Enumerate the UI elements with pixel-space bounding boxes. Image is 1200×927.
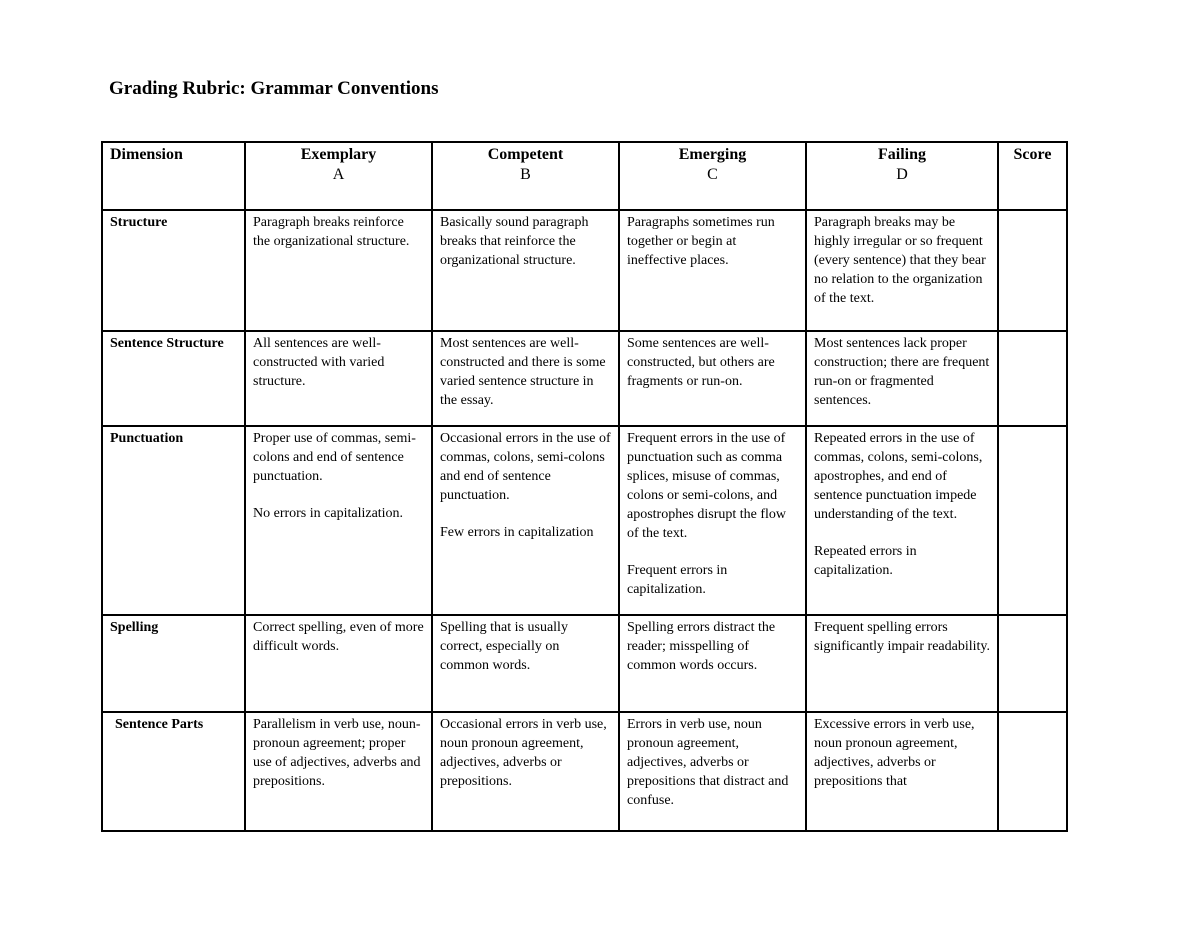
cell-failing <box>806 615 998 712</box>
cell-competent <box>432 712 619 831</box>
rubric-row-punctuation <box>102 426 1067 615</box>
level-name: Emerging <box>678 146 747 163</box>
cell-text: Some sentences are well-constructed, but others are fragments or run-on. <box>627 336 775 389</box>
cell-exemplary <box>245 210 432 331</box>
cell-exemplary <box>245 712 432 831</box>
cell-failing <box>806 426 998 615</box>
level-grade: C <box>707 166 718 183</box>
cell-text: Occasional errors in verb use, noun pronoun agreement, adjectives, adverbs or prepositions. <box>440 717 607 789</box>
cell-competent <box>432 426 619 615</box>
cell-emerging <box>619 615 806 712</box>
cell-failing <box>806 210 998 331</box>
cell-exemplary <box>245 426 432 615</box>
cell-text: Paragraphs sometimes run together or begin at ineffective places. <box>627 215 775 268</box>
cell-text: Few errors in capitalization <box>440 525 594 540</box>
dimension-label: Sentence Structure <box>102 331 245 426</box>
cell-failing <box>806 712 998 831</box>
level-grade: B <box>520 166 531 183</box>
rubric-row-sentence-parts <box>102 712 1067 831</box>
cell-competent <box>432 615 619 712</box>
rubric-row-structure <box>102 210 1067 331</box>
cell-text: Occasional errors in the use of commas, colons, semi-colons and end of sentence punctuation. <box>440 431 611 503</box>
score-cell[interactable] <box>998 331 1067 426</box>
dimension-label: Structure <box>102 210 245 331</box>
dimension-label: Punctuation <box>102 426 245 615</box>
level-grade: A <box>332 166 345 183</box>
level-grade: D <box>896 166 908 183</box>
header-row <box>102 142 1067 210</box>
cell-text: Frequent errors in the use of punctuation such as comma splices, misuse of commas, colons or semi-colons, and apostrophes disrupt the flow of the text. <box>627 431 787 541</box>
cell-text: Repeated errors in capitalization. <box>814 544 917 578</box>
cell-text: Repeated errors in the use of commas, colons, semi-colons, apostrophes, and end of sentence punctuation impede understanding of the text. <box>814 431 983 522</box>
rubric-row-spelling <box>102 615 1067 712</box>
level-name: Competent <box>487 146 564 163</box>
header-level-failing <box>806 142 998 210</box>
cell-exemplary <box>245 331 432 426</box>
cell-text: Frequent errors in capitalization. <box>627 563 728 597</box>
cell-exemplary <box>245 615 432 712</box>
level-name: Failing <box>877 146 926 163</box>
level-name: Exemplary <box>300 146 377 163</box>
cell-text: Most sentences lack proper construction; there are frequent run-on or fragmented sentences. <box>814 336 990 408</box>
header-dimension: Dimension <box>102 142 245 210</box>
rubric-row-sentence-structure <box>102 331 1067 426</box>
header-level-emerging <box>619 142 806 210</box>
cell-text: All sentences are well-constructed with varied structure. <box>253 336 385 389</box>
cell-emerging <box>619 210 806 331</box>
cell-text: Proper use of commas, semi-colons and end of sentence punctuation. <box>253 431 416 484</box>
cell-competent <box>432 210 619 331</box>
score-cell[interactable] <box>998 712 1067 831</box>
cell-text: Paragraph breaks may be highly irregular or so frequent (every sentence) that they bear no relation to the organization of the text. <box>814 215 986 306</box>
cell-text: Correct spelling, even of more difficult words. <box>253 620 424 654</box>
cell-emerging <box>619 712 806 831</box>
cell-emerging <box>619 331 806 426</box>
score-cell[interactable] <box>998 426 1067 615</box>
cell-text: Frequent spelling errors significantly impair readability. <box>814 620 990 654</box>
cell-text: No errors in capitalization. <box>253 506 404 521</box>
dimension-label: Spelling <box>102 615 245 712</box>
header-level-exemplary <box>245 142 432 210</box>
score-cell[interactable] <box>998 615 1067 712</box>
score-cell[interactable] <box>998 210 1067 331</box>
cell-text: Parallelism in verb use, noun-pronoun agreement; proper use of adjectives, adverbs and prepositions. <box>253 717 421 789</box>
cell-text: Errors in verb use, noun pronoun agreement, adjectives, adverbs or prepositions that distract and confuse. <box>627 717 789 808</box>
rubric-table <box>101 141 1068 832</box>
cell-competent <box>432 331 619 426</box>
cell-emerging <box>619 426 806 615</box>
header-level-competent <box>432 142 619 210</box>
header-score: Score <box>998 142 1067 210</box>
cell-text: Basically sound paragraph breaks that reinforce the organizational structure. <box>440 215 589 268</box>
cell-text: Spelling errors distract the reader; misspelling of common words occurs. <box>627 620 776 673</box>
cell-text: Paragraph breaks reinforce the organizational structure. <box>253 215 410 249</box>
page-title: Grading Rubric: Grammar Conventions <box>109 78 439 99</box>
dimension-label: Sentence Parts <box>102 712 245 831</box>
cell-text: Most sentences are well-constructed and there is some varied sentence structure in the essay. <box>440 336 606 408</box>
cell-text: Spelling that is usually correct, especially on common words. <box>440 620 568 673</box>
cell-failing <box>806 331 998 426</box>
cell-text: Excessive errors in verb use, noun pronoun agreement, adjectives, adverbs or prepositions that <box>814 717 975 789</box>
